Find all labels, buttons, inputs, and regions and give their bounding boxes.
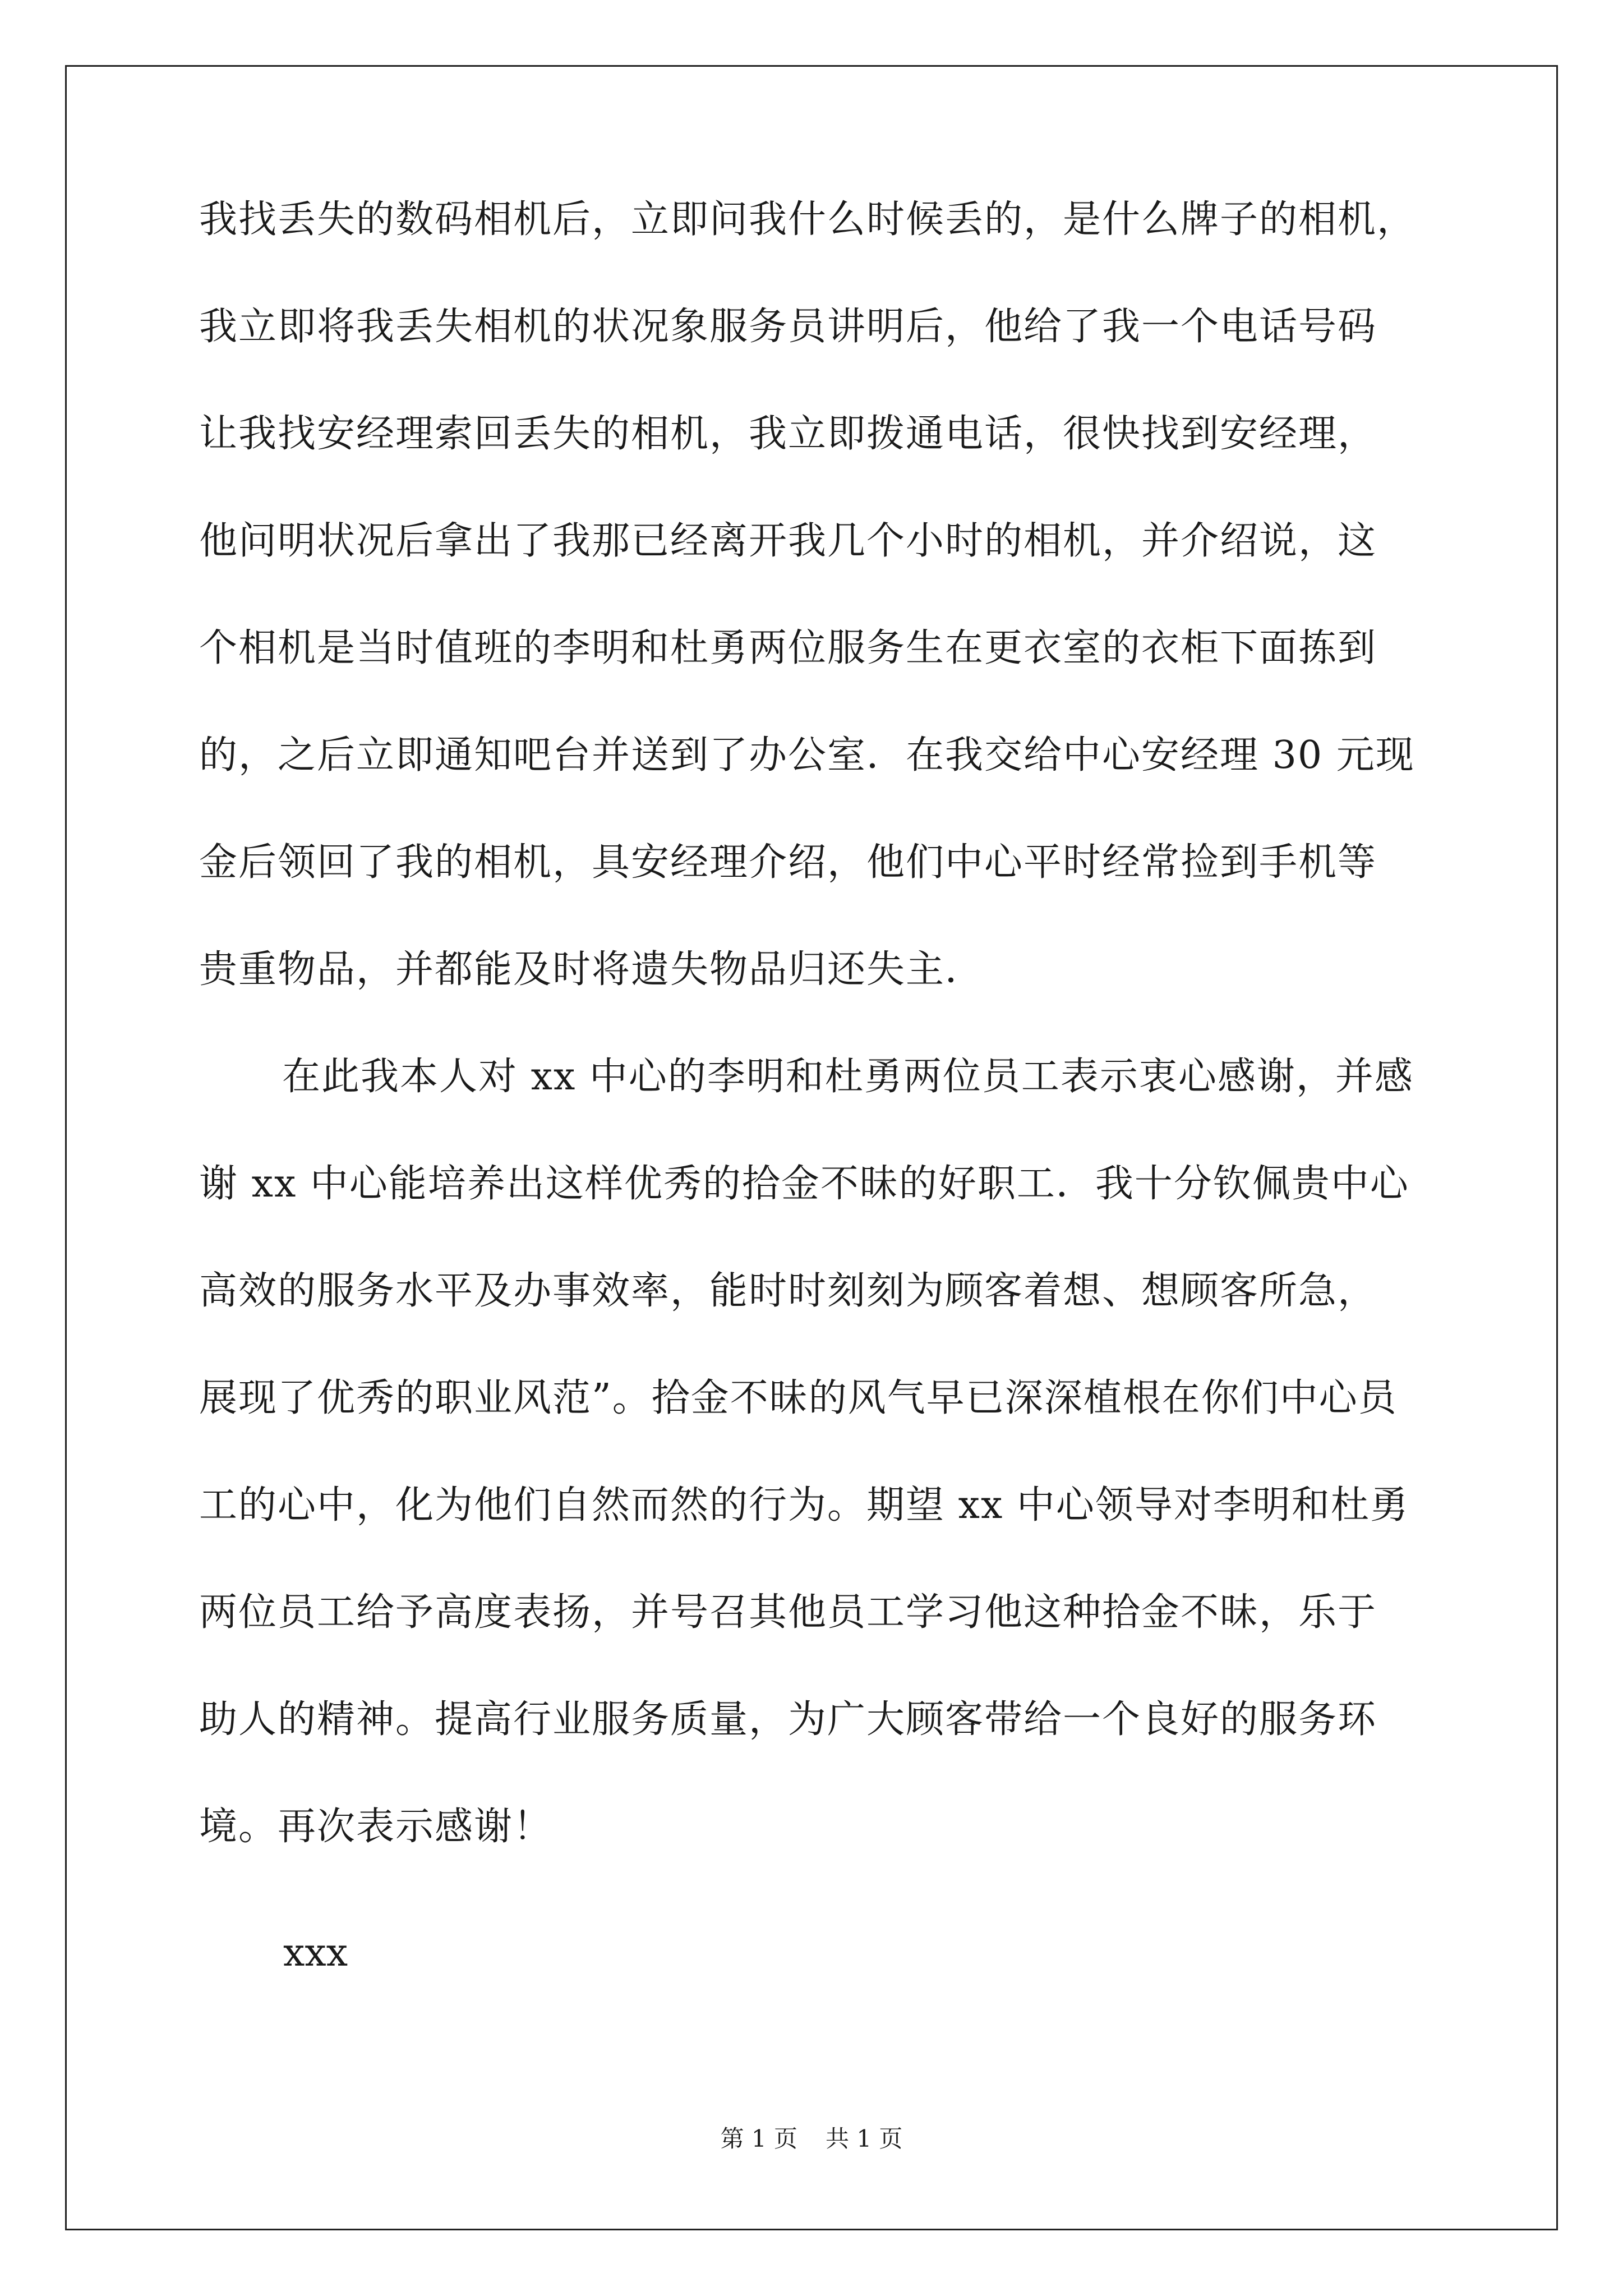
paragraph-first-line: 在此我本人对 xx 中心的李明和杜勇两位员工表示衷心感谢，并感 xyxy=(282,1055,1414,1099)
page-border xyxy=(65,65,1558,2230)
text-line: 高效的服务水平及办事效率，能时时刻刻为顾客着想、想顾客所急， xyxy=(199,1269,1377,1313)
page-number: 第 1 页 xyxy=(720,2125,797,2152)
text-line: 贵重物品，并都能及时将遗失物品归还失主． xyxy=(199,947,985,992)
text-line: 两位员工给予高度表扬，并号召其他员工学习他这种拾金不昧，乐于 xyxy=(199,1590,1377,1635)
text-line: 助人的精神。提高行业服务质量，为广大顾客带给一个良好的服务环 xyxy=(199,1697,1377,1742)
page-footer xyxy=(0,2127,1623,2151)
text-line: 让我找安经理索回丢失的相机，我立即拨通电话，很快找到安经理， xyxy=(199,412,1377,456)
text-line: 境。再次表示感谢！ xyxy=(199,1805,553,1849)
text-line: 我找丢失的数码相机后，立即问我什么时候丢的，是什么牌子的相机， xyxy=(199,197,1417,242)
text-line: 工的心中，化为他们自然而然的行为。期望 xx 中心领导对李明和杜勇 xyxy=(199,1483,1409,1527)
text-line: 我立即将我丢失相机的状况象服务员讲明后，他给了我一个电话号码 xyxy=(199,305,1377,349)
text-line: 的，之后立即通知吧台并送到了办公室．在我交给中心安经理 30 元现 xyxy=(199,733,1415,777)
text-line: 金后领回了我的相机，具安经理介绍，他们中心平时经常捡到手机等 xyxy=(199,840,1377,885)
signature: xxx xyxy=(283,1931,348,1975)
page-total: 共 1 页 xyxy=(826,2125,903,2152)
text-line: 展现了优秀的职业风范”。拾金不昧的风气早已深深植根在你们中心员 xyxy=(199,1376,1398,1420)
text-line: 个相机是当时值班的李明和杜勇两位服务生在更衣室的衣柜下面拣到 xyxy=(199,626,1377,670)
text-line: 谢 xx 中心能培养出这样优秀的拾金不昧的好职工．我十分钦佩贵中心 xyxy=(199,1162,1409,1206)
text-line: 他问明状况后拿出了我那已经离开我几个小时的相机，并介绍说，这 xyxy=(199,519,1377,563)
